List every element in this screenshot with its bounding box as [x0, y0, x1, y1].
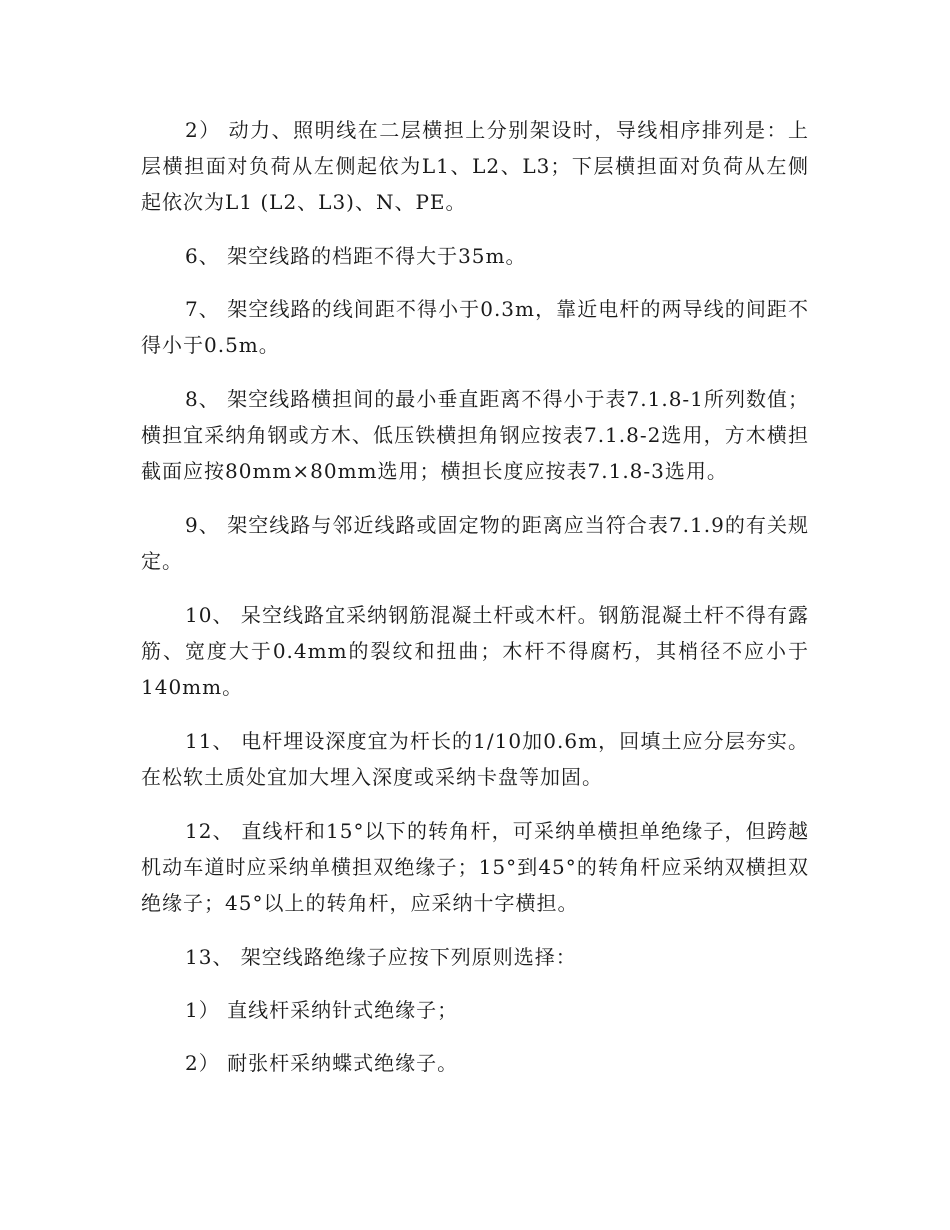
paragraph-phase-sequence: 2） 动力、照明线在二层横担上分别架设时，导线相序排列是：上层横担面对负荷从左侧起依为L1、L2、L3；下层横担面对负荷从左侧起依次为L1 (L2、L3)、N、PE。 [141, 118, 809, 214]
paragraph-span-distance: 6、 架空线路的档距不得大于35m。 [185, 244, 527, 268]
paragraph-insulator-selection: 13、 架空线路绝缘子应按下列原则选择： [185, 945, 577, 969]
paragraph-clearance: 9、 架空线路与邻近线路或固定物的距离应当符合表7.1.9的有关规定。 [141, 513, 809, 573]
paragraph-pole-material: 10、 呆空线路宜采纳钢筋混凝土杆或木杆。钢筋混凝土杆不得有露筋、宽度大于0.4mm的裂纹和扭曲；木杆不得腐朽，其梢径不应小于140mm。 [141, 603, 809, 699]
paragraph-crossarm-spacing: 8、 架空线路横担间的最小垂直距离不得小于表7.1.8-1所列数值；横担宜采纳角钢或方木、低压铁横担角钢应按表7.1.8-2选用，方木横担截面应按80mm×80mm选用；横担长度应按表7.1.8-3选用。 [141, 387, 809, 483]
paragraph-line-spacing: 7、 架空线路的线间距不得小于0.3m，靠近电杆的两导线的间距不得小于0.5m。 [141, 297, 809, 357]
paragraph-angle-poles: 12、 直线杆和15°以下的转角杆，可采纳单横担单绝缘子，但跨越机动车道时应采纳单横担双绝缘子；15°到45°的转角杆应采纳双横担双绝缘子；45°以上的转角杆，应采纳十字横担。 [141, 819, 809, 915]
list-item-shackle-insulator: 2） 耐张杆采纳蝶式绝缘子。 [185, 1051, 459, 1075]
list-item-pin-insulator: 1） 直线杆采纳针式绝缘子； [185, 998, 459, 1022]
paragraph-burial-depth: 11、 电杆埋设深度宜为杆长的1/10加0.6m，回填土应分层夯实。在松软土质处宜加大埋入深度或采纳卡盘等加固。 [141, 729, 809, 789]
